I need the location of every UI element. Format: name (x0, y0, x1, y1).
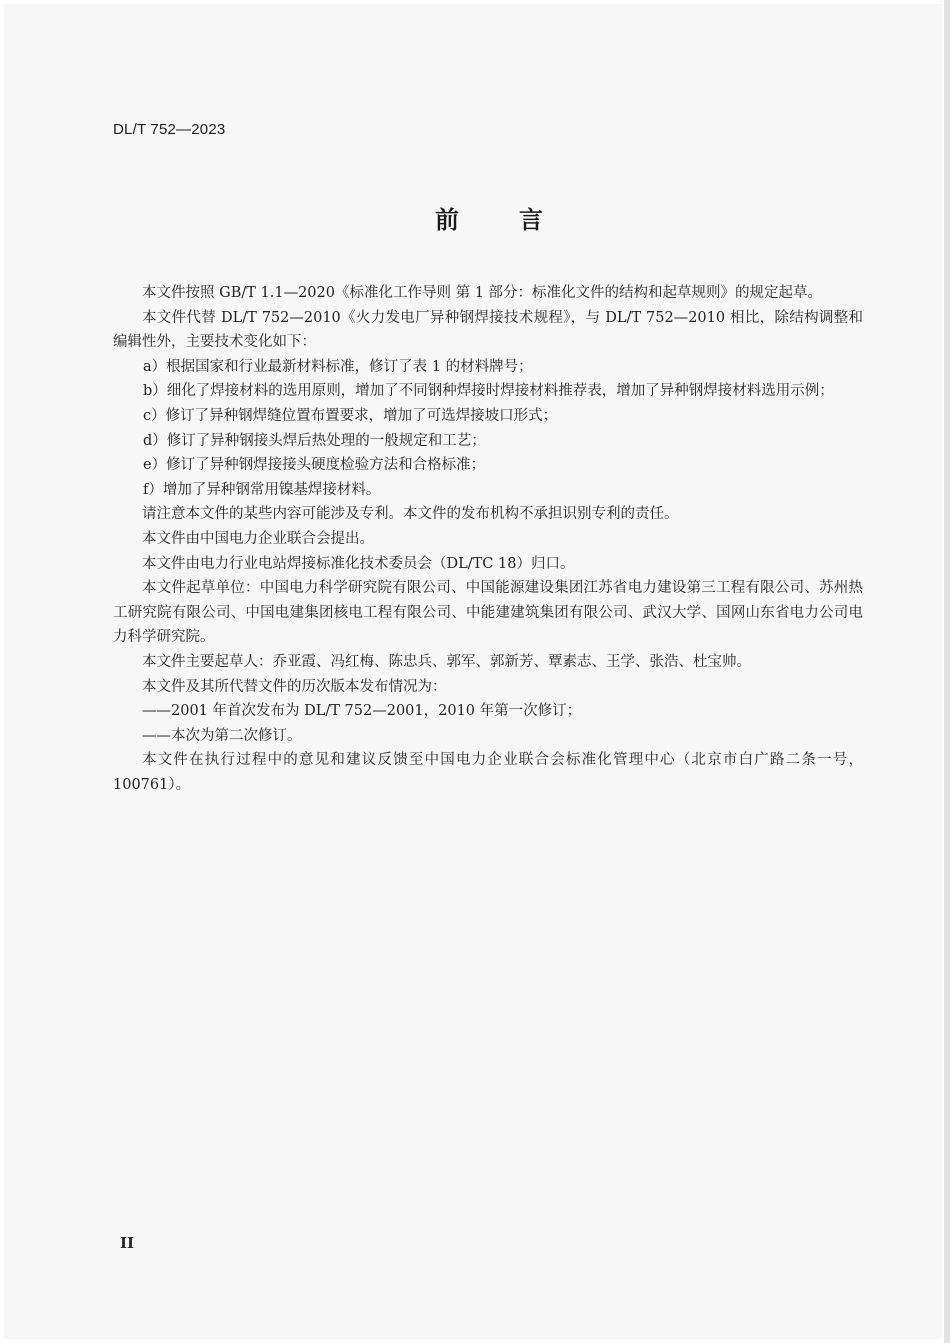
paragraph-history: 本文件及其所代替文件的历次版本发布情况为： (142, 678, 447, 695)
paragraph-drafters: 本文件主要起草人：乔亚霞、冯红梅、陈忠兵、郭军、郭新芳、覃素志、王学、张浩、杜宝帅。 (142, 653, 751, 670)
list-item: e）修订了异种钢焊接接头硬度检验方法和合格标准； (143, 457, 486, 474)
foreword-body (113, 281, 863, 797)
scan-edge (944, 0, 950, 1343)
list-item: c）修订了异种钢焊缝位置布置要求，增加了可选焊接坡口形式； (143, 407, 558, 424)
list-item: a）根据国家和行业最新材料标准，修订了表 1 的材料牌号； (143, 358, 533, 375)
paragraph-drafting-basis: 本文件按照 GB/T 1.1—2020《标准化工作导则 第 1 部分：标准化文件的结构和起草规则》的规定起草。 (142, 285, 823, 301)
list-item: f）增加了异种钢常用镍基焊接材料。 (143, 481, 381, 498)
paragraph-feedback: 本文件在执行过程中的意见和建议反馈至中国电力企业联合会标准化管理中心（北京市白广路二条一号，100761）。 (113, 752, 863, 793)
section-title: 前言 (435, 206, 603, 234)
list-item: d）修订了异种钢接头焊后热处理的一般规定和工艺； (143, 432, 486, 449)
history-item: ——2001 年首次发布为 DL/T 752—2001，2010 年第一次修订； (142, 703, 582, 720)
document-code: DL/T 752—2023 (113, 121, 226, 138)
page-number: II (120, 1234, 135, 1252)
paragraph-drafting-units: 本文件起草单位：中国电力科学研究院有限公司、中国能源建设集团江苏省电力建设第三工程有限公司、苏州热工研究院有限公司、中国电建集团核电工程有限公司、中能建建筑集团有限公司、武汉大学、国网山东省电力公司电力科学研究院。 (113, 580, 863, 646)
list-item: b）细化了焊接材料的选用原则，增加了不同钢种焊接时焊接材料推荐表，增加了异种钢焊接材料选用示例； (143, 383, 834, 400)
paragraph-patent-notice: 请注意本文件的某些内容可能涉及专利。本文件的发布机构不承担识别专利的责任。 (142, 506, 679, 523)
paragraph-proposer: 本文件由中国电力企业联合会提出。 (142, 530, 374, 547)
history-item: ——本次为第二次修订。 (142, 727, 302, 744)
paragraph-committee: 本文件由电力行业电站焊接标准化技术委员会（DL/TC 18）归口。 (142, 555, 575, 572)
paragraph-replacement: 本文件代替 DL/T 752—2010《火力发电厂异种钢焊接技术规程》，与 DL/T 752—2010 相比，除结构调整和编辑性外，主要技术变化如下： (113, 309, 863, 351)
